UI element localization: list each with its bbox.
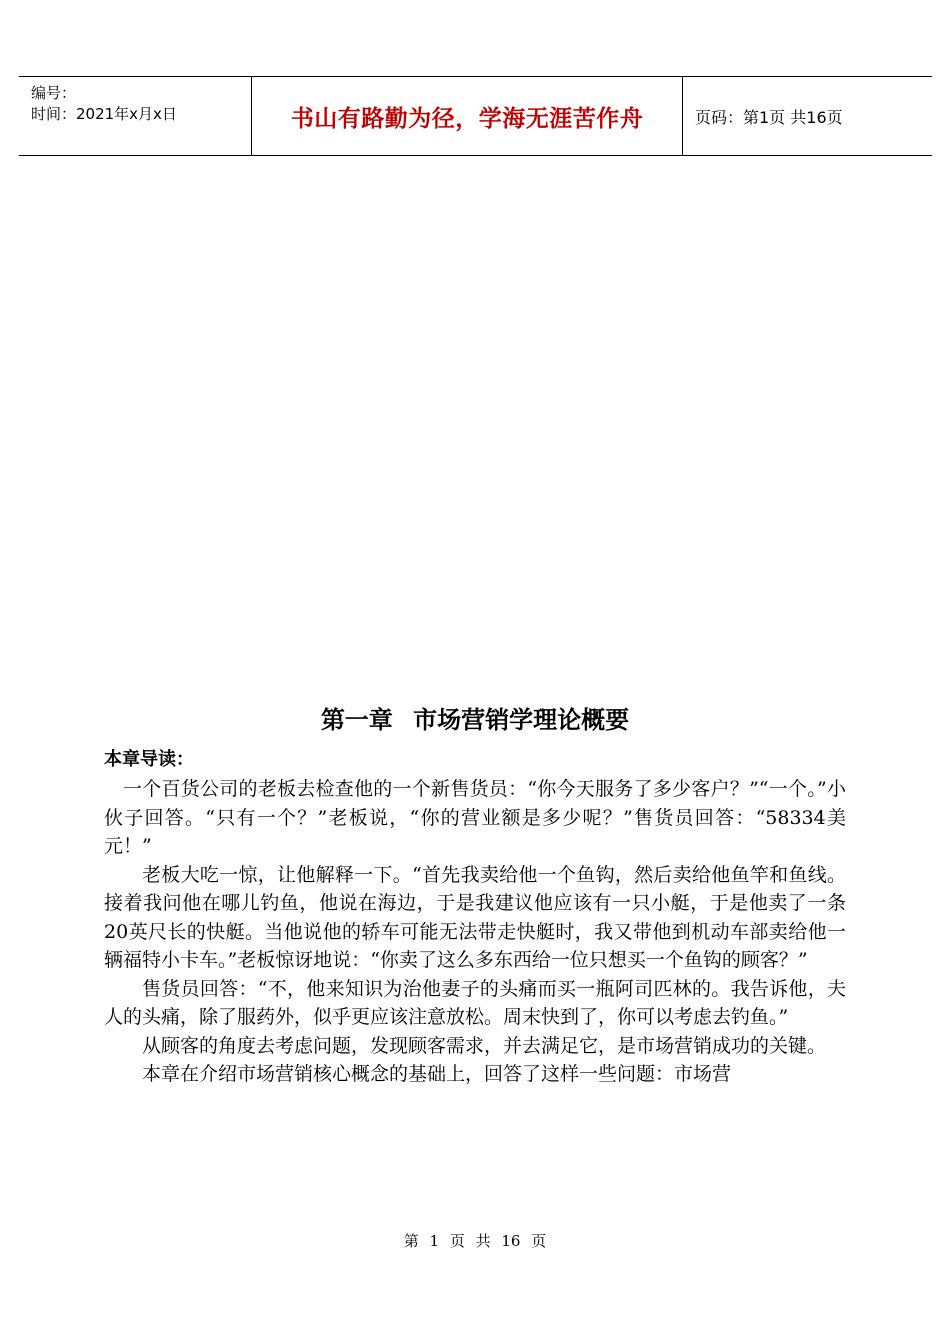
header-page-info: 页码：第1页 共16页 — [695, 107, 843, 127]
paragraph: 从顾客的角度去考虑问题，发现顾客需求，并去满足它，是市场营销成功的关键。 — [142, 1034, 827, 1057]
paragraph: 一个百货公司的老板去检查他的一个新售货员：“你今天服务了多少客户？”“一个。”小伙子回答。“只有一个？”老板说，“你的营业额是多少呢？”售货员回答：“58334美元！” — [104, 778, 846, 857]
chapter-content — [104, 745, 846, 1089]
paragraph: 售货员回答：“不，他来知识为治他妻子的头痛而买一瓶阿司匹林的。我告诉他，夫人的头痛，除了服药外，似乎更应该注意放松。周末快到了，你可以考虑去钓鱼。” — [104, 977, 846, 1028]
time-label: 时间：2021年x月x日 — [31, 105, 177, 123]
paragraph: 老板大吃一惊，让他解释一下。“首先我卖给他一个鱼钩，然后卖给他鱼竿和鱼线。接着我问他在哪儿钓鱼，他说在海边，于是我建议他应该有一只小艇，于是他卖了一条20英尺长的快艇。当他说他的轿车可能无法带走快艇时，我又带他到机动车部卖给他一辆福特小卡车。”老板惊讶地说：“你卖了这么多东西给一位只想买一个鱼钩的顾客？” — [104, 863, 846, 971]
intro-label: 本章导读： — [104, 749, 194, 770]
paragraph: 本章在介绍市场营销核心概念的基础上，回答了这样一些问题：市场营 — [142, 1063, 732, 1085]
chapter-title: 第一章 市场营销学理论概要 — [320, 706, 630, 734]
header-motto: 书山有路勤为径，学海无涯苦作舟 — [251, 77, 683, 155]
code-label: 编号： — [31, 84, 77, 102]
header-meta — [19, 77, 251, 155]
page-footer: 第 1 页 共 16 页 — [403, 1232, 547, 1250]
page-header — [19, 76, 932, 156]
